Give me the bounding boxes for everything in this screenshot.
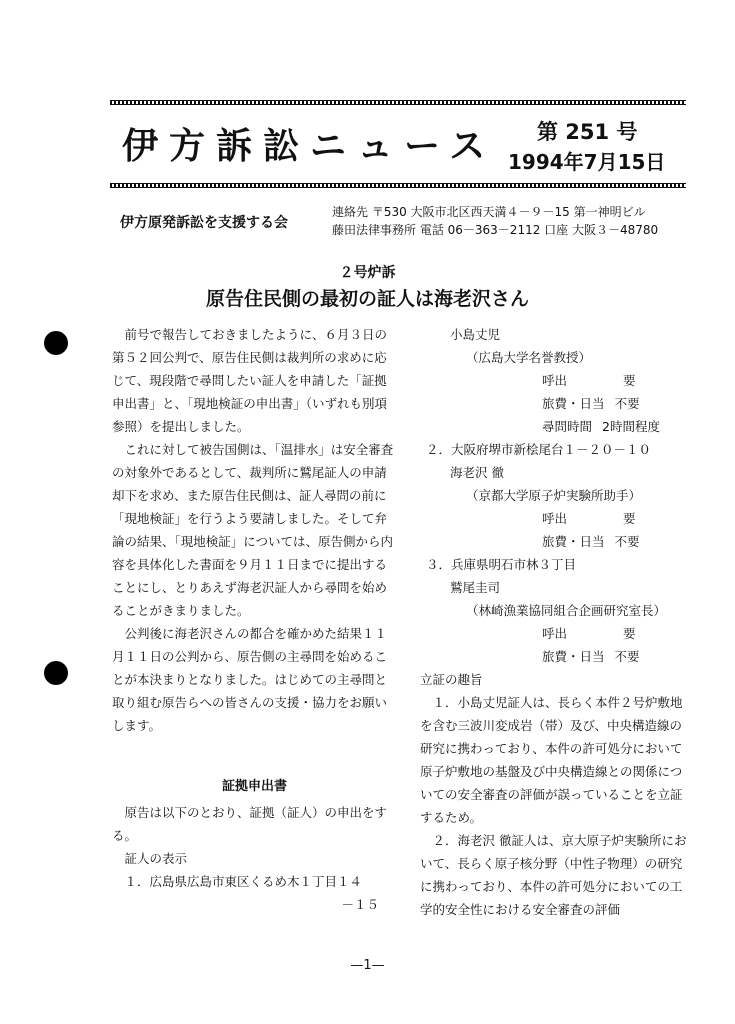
punch-hole-icon (44, 661, 68, 685)
newsletter-title: 伊方訴訟ニュース (122, 126, 497, 167)
paragraph-3: 公判後に海老沢さんの都合を確かめた結果１１月１１日の公判から、原告側の主尋問を始めることが本決まりとなりました。はじめての主尋問と取り組む原告らへの皆さんの支援・協力をお願いします。 (112, 626, 388, 733)
purpose-2: ２．海老沢 徹証人は、京大原子炉実験所において、長らく原子核分野（中性子物理）の研究に携わっており、本件の許可処分においての工学的安全性における安全審査の評価 (420, 833, 687, 917)
witness-2-name: 海老沢 徹 (450, 465, 504, 480)
call-value: 要 (623, 626, 636, 641)
witness-2-address: ２．大阪府堺市新桧尾台１－２０－１０ (426, 442, 652, 457)
cost-value: 不要 (614, 534, 640, 549)
issue-date: 1994年7月15日 (508, 150, 666, 174)
cost-label: 旅費・日当 (542, 649, 605, 664)
left-column (112, 323, 397, 916)
witness-1-call (420, 369, 690, 392)
witness-3-name: 鷲尾圭司 (450, 580, 501, 595)
witness-3-cost (420, 645, 690, 668)
headline: 原告住民側の最初の証人は海老沢さん (205, 288, 529, 310)
paragraph-1: 前号で報告しておきましたように、６月３日の第５２回公判で、原告住民側は裁判所の求めに応じて、現段階で尋問したい証人を申請した「証拠申出書」と、「現地検証の申出書」（いずれも別項参照）を提出しました。 (112, 327, 388, 434)
cost-value: 不要 (614, 649, 640, 664)
call-value: 要 (623, 373, 636, 388)
cost-label: 旅費・日当 (542, 396, 605, 411)
contact-line-1: 連絡先 〒530 大阪市北区西天満４－９－15 第一神明ビル (332, 205, 646, 219)
witness-1-address-cont: －１５ (341, 897, 379, 912)
call-value: 要 (623, 511, 636, 526)
witness-1-time (420, 415, 690, 438)
paragraph-2: これに対して被告国側は、「温排水」は安全審査の対象外であるとして、裁判所に鷲尾証人の申請却下を求め、また原告住民側は、証人尋問の前に「現地検証」を行うよう要請しました。そして弁論の結果、「現地検証」については、原告側から内容を具体化した書面を９月１１日までに提出することにし、とりあえず海老沢証人から尋問を始めることがきまりました。 (112, 442, 394, 618)
issue-number: 第 251 号 (537, 120, 638, 144)
time-value: 2時間程度 (602, 419, 660, 434)
witness-3-address: ３．兵庫県明石市林３丁目 (426, 557, 577, 572)
call-label: 呼出 (542, 511, 568, 526)
witness-2-title: （京都大学原子炉実験所助手） (466, 488, 642, 503)
purpose-1: １．小島丈児証人は、長らく本件２号炉敷地を含む三波川変成岩（帯）及び、中央構造線の研究に携わっており、本件の許可処分において原子炉敷地の基盤及び中央構造線との関係についての安全審査の評価が誤っていることを立証するため。 (420, 695, 683, 825)
paragraph-4: 原告は以下のとおり、証拠（証人）の申出をする。 (112, 805, 388, 843)
witness-1-title: （広島大学名誉教授） (466, 350, 592, 365)
witness-1-address: １．広島県広島市東区くるめ木１丁目１４ (124, 874, 363, 889)
bottom-rule (110, 183, 686, 188)
witness-1-name: 小島丈児 (450, 327, 501, 342)
time-label: 尋問時間 (542, 419, 593, 434)
witness-1-cost (420, 392, 690, 415)
contact-info (332, 203, 658, 239)
organization-name: 伊方原発訴訟を支援する会 (120, 215, 288, 231)
contact-line-2: 藤田法律事務所 電話 06－363－2112 口座 大阪３－48780 (332, 223, 659, 237)
cost-label: 旅費・日当 (542, 534, 605, 549)
subheading: 証拠申出書 (221, 779, 287, 794)
witness-3-call (420, 622, 690, 645)
purpose-heading: 立証の趣旨 (420, 672, 483, 687)
witness-2-call (420, 507, 690, 530)
witness-2-cost (420, 530, 690, 553)
witness-3-title: （林崎漁業協同組合企画研究室長） (466, 603, 667, 618)
page-number: —1— (350, 958, 385, 973)
top-rule (110, 100, 686, 105)
call-label: 呼出 (542, 373, 568, 388)
punch-hole-icon (44, 331, 68, 355)
section-label: ２号炉訴 (339, 265, 396, 281)
right-column (420, 323, 690, 921)
cost-value: 不要 (614, 396, 640, 411)
call-label: 呼出 (542, 626, 568, 641)
witness-label: 証人の表示 (124, 851, 188, 866)
